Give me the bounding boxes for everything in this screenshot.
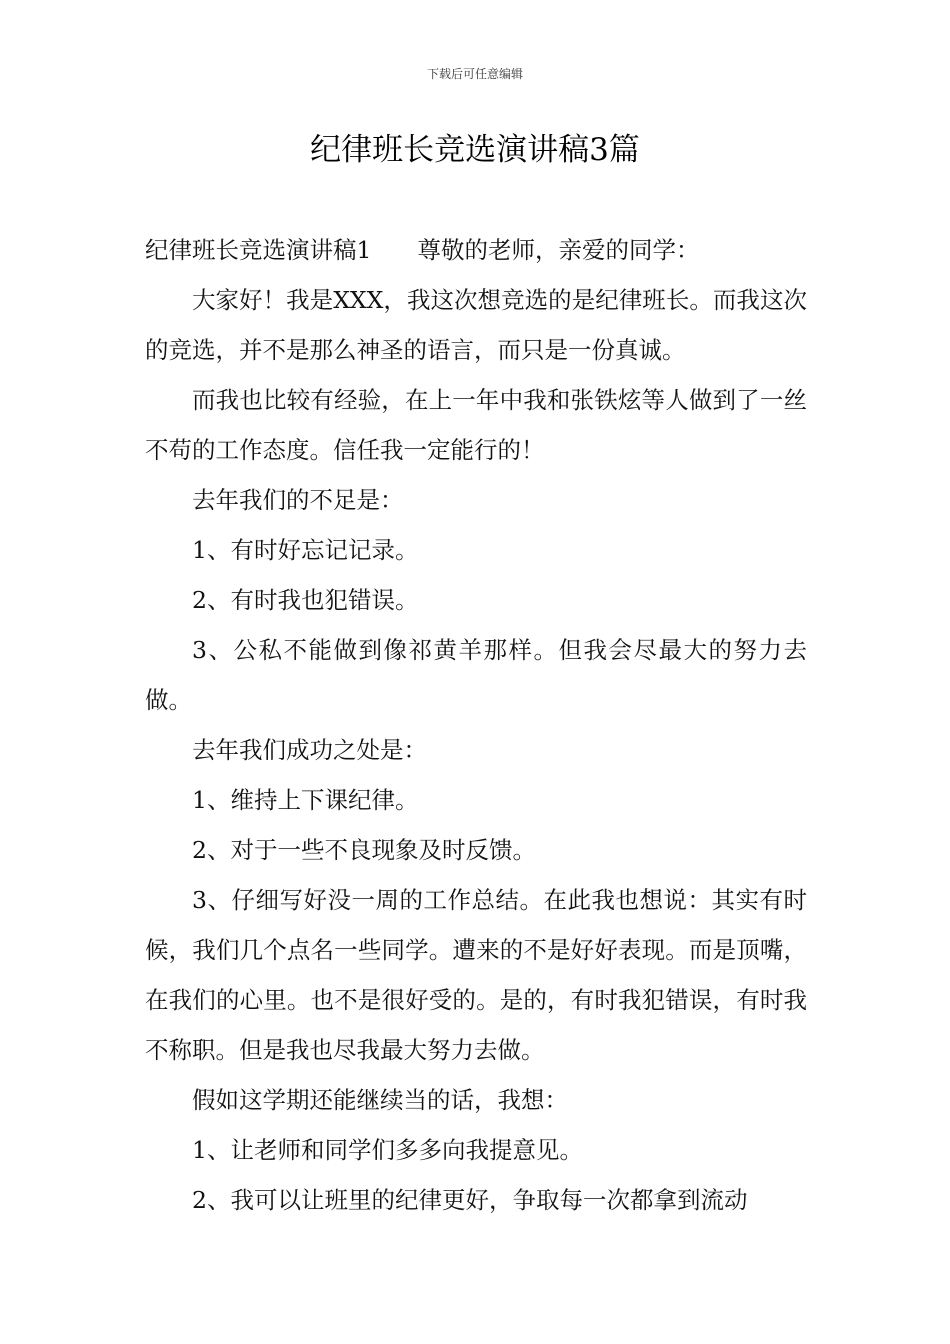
list-item-success-2: 2、对于一些不良现象及时反馈。 [192, 836, 536, 864]
list-item-success-1: 1、维持上下课纪律。 [192, 786, 419, 814]
paragraph-shortcomings-heading: 去年我们的不足是： [192, 486, 404, 514]
list-item-shortcoming-2: 2、有时我也犯错误。 [192, 586, 419, 614]
document-body [145, 225, 807, 1225]
paragraph-intro: 大家好！我是XXX，我这次想竞选的是纪律班长。而我这次的竞选，并不是那么神圣的语言，而只是一份真诚。 [145, 286, 807, 364]
list-item-plan-2: 2、我可以让班里的纪律更好，争取每一次都拿到流动 [192, 1186, 748, 1214]
opening-line [145, 225, 807, 275]
list-item-plan-1: 1、让老师和同学们多多向我提意见。 [192, 1136, 583, 1164]
section-label: 纪律班长竞选演讲稿1 [145, 236, 372, 264]
greeting: 尊敬的老师，亲爱的同学： [417, 236, 700, 264]
paragraph-successes-heading: 去年我们成功之处是： [192, 736, 427, 764]
paragraph-experience: 而我也比较有经验，在上一年中我和张铁炫等人做到了一丝不苟的工作态度。信任我一定能行的！ [145, 386, 807, 464]
list-item-shortcoming-3: 3、公私不能做到像祁黄羊那样。但我会尽最大的努力去做。 [145, 636, 807, 714]
list-item-shortcoming-1: 1、有时好忘记记录。 [192, 536, 419, 564]
list-item-success-3: 3、仔细写好没一周的工作总结。在此我也想说：其实有时候，我们几个点名一些同学。遭来的不是好好表现。而是顶嘴，在我们的心里。也不是很好受的。是的，有时我犯错误，有时我不称职。但是我也尽我最大努力去做。 [145, 886, 807, 1064]
header-note: 下载后可任意编辑 [426, 67, 523, 81]
paragraph-plans-heading: 假如这学期还能继续当的话，我想： [192, 1086, 568, 1114]
document-title: 纪律班长竞选演讲稿3篇 [310, 132, 640, 168]
